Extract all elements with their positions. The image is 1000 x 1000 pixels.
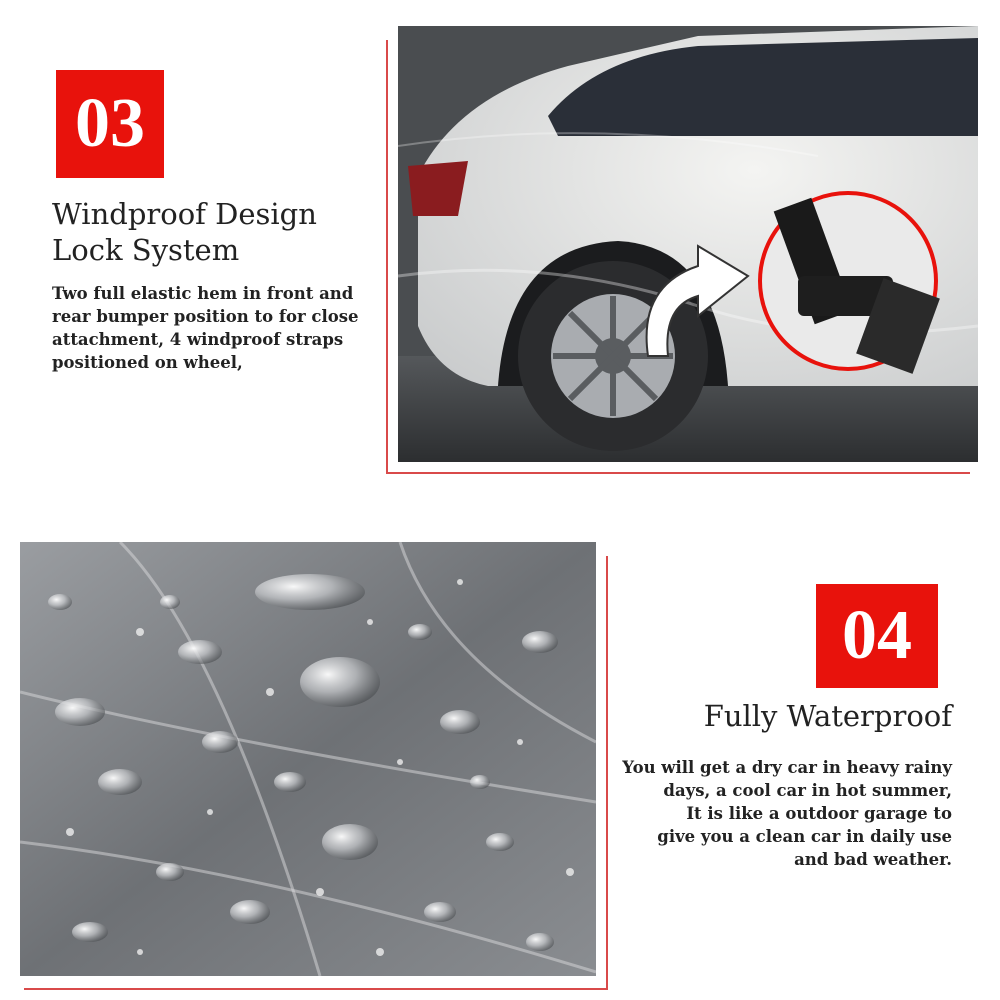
photo-frame-line (24, 988, 608, 990)
photo-frame-line (386, 472, 970, 474)
section-title-waterproof: Fully Waterproof (703, 699, 952, 733)
section-number-badge-03 (56, 70, 164, 178)
car-cover-photo (398, 26, 978, 462)
section-title-windproof (52, 196, 372, 268)
water-droplets-photo (20, 542, 596, 976)
section-number-04: 04 (842, 597, 912, 674)
desc-line: days, a cool car in hot summer, (663, 781, 952, 800)
photo-frame-line (606, 556, 608, 990)
desc-line: positioned on wheel, (52, 353, 243, 372)
title-line-1: Windproof Design (52, 197, 317, 231)
car-with-strap-illustration (398, 26, 978, 462)
desc-line: It is like a outdoor garage to (686, 804, 952, 823)
desc-line: and bad weather. (794, 850, 952, 869)
title-line-2: Lock System (52, 233, 240, 267)
desc-line: You will get a dry car in heavy rainy (622, 758, 952, 777)
section-description-windproof (52, 282, 372, 374)
section-number-badge-04 (816, 584, 938, 688)
section-number-03: 03 (75, 85, 145, 162)
section-description-waterproof (612, 756, 952, 871)
desc-line: rear bumper position to for close (52, 307, 359, 326)
photo-frame-line (386, 40, 388, 474)
water-droplets-illustration (20, 542, 596, 976)
desc-line: Two full elastic hem in front and (52, 284, 354, 303)
desc-line: give you a clean car in daily use (657, 827, 952, 846)
desc-line: attachment, 4 windproof straps (52, 330, 344, 349)
